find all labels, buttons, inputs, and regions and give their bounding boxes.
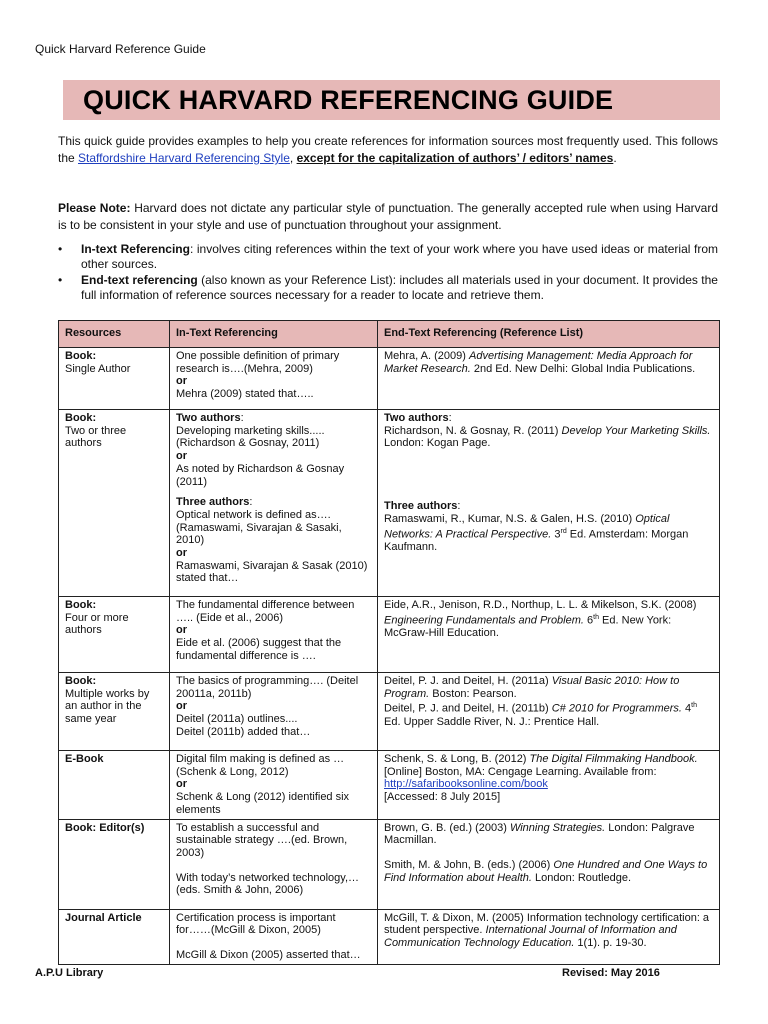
table-row [59, 819, 720, 909]
in-text-cell: The fundamental difference between ….. (Eide et al., 2006) or Eide et al. (2006) suggest that the fundamental difference is …. [170, 597, 378, 673]
resource-cell: E-Book [59, 751, 170, 820]
staffordshire-style-link[interactable]: Staffordshire Harvard Referencing Style [78, 151, 290, 165]
table-row [59, 597, 720, 673]
resource-cell: Book: Editor(s) [59, 819, 170, 909]
intro-emphasis: except for the capitalization of authors’ / editors’ names [296, 151, 614, 165]
title-banner [63, 80, 720, 120]
footer-revised: Revised: May 2016 [562, 967, 660, 979]
end-text-cell: Schenk, S. & Long, B. (2012) The Digital Filmmaking Handbook. [Online] Boston, MA: Cengage Learning. Available from: http://safaribooksonline.com/book [Accessed: 8 July 2015] [378, 751, 720, 820]
end-text-cell: Brown, G. B. (ed.) (2003) Winning Strategies. London: Palgrave Macmillan. Smith, M. & John, B. (eds.) (2006) One Hundred and One Ways to Find Information about Health. London: Routledge. [378, 819, 720, 909]
list-item: • End-text referencing (also known as your Reference List): includes all materials used in your document. It provides the full information of reference sources necessary for a reader to locate and retrieve them. [58, 273, 718, 302]
bullet-icon: • [58, 242, 63, 256]
footer-library: A.P.U Library [35, 967, 104, 979]
in-text-cell: The basics of programming…. (Deitel 20011a, 2011b) or Deitel (2011a) outlines.... Deitel (2011b) added that… [170, 673, 378, 751]
column-header-resources: Resources [59, 321, 170, 348]
in-text-cell: One possible definition of primary research is….(Mehra, 2009) or Mehra (2009) stated that….. [170, 348, 378, 410]
end-text-cell: Two authors: Richardson, N. & Gosnay, R. (2011) Develop Your Marketing Skills. London: Kogan Page. Three authors: Ramaswami, R., Kumar, N.S. & Galen, H.S. (2010) Optical Networks: A Practical Perspective. 3rd Ed. Amsterdam: Morgan Kaufmann. [378, 410, 720, 597]
table-row [59, 673, 720, 751]
bullet-list [58, 242, 718, 304]
intro-paragraph: This quick guide provides examples to help you create references for information sources most frequently used. This follows the Staffordshire Harvard Referencing Style, except for the capitalization of authors’ / editors’ names. [58, 134, 718, 165]
page-header: Quick Harvard Reference Guide [35, 42, 206, 56]
column-header-in-text: In-Text Referencing [170, 321, 378, 348]
end-text-cell: McGill, T. & Dixon, M. (2005) Information technology certification: a student perspective. International Journal of Information and Communication Technology Education. 1(1). p. 19-30. [378, 909, 720, 964]
table-row [59, 410, 720, 597]
safaribooks-link[interactable]: http://safaribooksonline.com/book [384, 778, 548, 791]
resource-cell: Book: Single Author [59, 348, 170, 410]
in-text-cell: Digital film making is defined as … (Schenk & Long, 2012) or Schenk & Long (2012) identified six elements [170, 751, 378, 820]
reference-table [58, 320, 720, 965]
please-note-paragraph [58, 200, 718, 234]
table-row [59, 751, 720, 820]
end-text-cell: Mehra, A. (2009) Advertising Management: Media Approach for Market Research. 2nd Ed. New Delhi: Global India Publications. [378, 348, 720, 410]
in-text-cell: To establish a successful and sustainable strategy ….(ed. Brown, 2003) With today’s networked technology,…(eds. Smith & John, 2006) [170, 819, 378, 909]
resource-cell: Book: Four or more authors [59, 597, 170, 673]
resource-cell: Journal Article [59, 909, 170, 964]
end-text-cell: Deitel, P. J. and Deitel, H. (2011a) Visual Basic 2010: How to Program. Boston: Pearson. Deitel, P. J. and Deitel, H. (2011b) C# 2010 for Programmers. 4th Ed. Upper Saddle River, N. J.: Prentice Hall. [378, 673, 720, 751]
table-row [59, 348, 720, 410]
column-header-end-text: End-Text Referencing (Reference List) [378, 321, 720, 348]
resource-cell: Book: Two or three authors [59, 410, 170, 597]
in-text-cell: Certification process is important for……(McGill & Dixon, 2005) McGill & Dixon (2005) asserted that… [170, 909, 378, 964]
list-item: • In-text Referencing: involves citing references within the text of your work where you have used ideas or material from other sources. [58, 242, 719, 271]
bullet-icon: • [58, 273, 63, 287]
note-label: Please Note: [58, 201, 131, 215]
note-text: Harvard does not dictate any particular style of punctuation. The generally accepted rule when using Harvard is to be consistent in your style and use of punctuation throughout your assignment. [58, 201, 718, 232]
page-title: QUICK HARVARD REFERENCING GUIDE [83, 84, 614, 115]
resource-cell: Book: Multiple works by an author in the same year [59, 673, 170, 751]
table-header-row [59, 321, 720, 348]
intro-text: This quick guide provides examples to help you create references for information sources most frequently used. This follows the [58, 134, 718, 165]
table-row [59, 909, 720, 964]
end-text-cell: Eide, A.R., Jenison, R.D., Northup, L. L. & Mikelson, S.K. (2008) Engineering Fundamentals and Problem. 6th Ed. New York: McGraw-Hill Education. [378, 597, 720, 673]
in-text-cell: Two authors: Developing marketing skills..... (Richardson & Gosnay, 2011) or As noted by Richardson & Gosnay (2011) Three authors: Optical network is defined as….(Ramaswami, Sivarajan & Sasaki, 2010) or Ramaswami, Sivarajan & Sasak (2010) stated that… [170, 410, 378, 597]
